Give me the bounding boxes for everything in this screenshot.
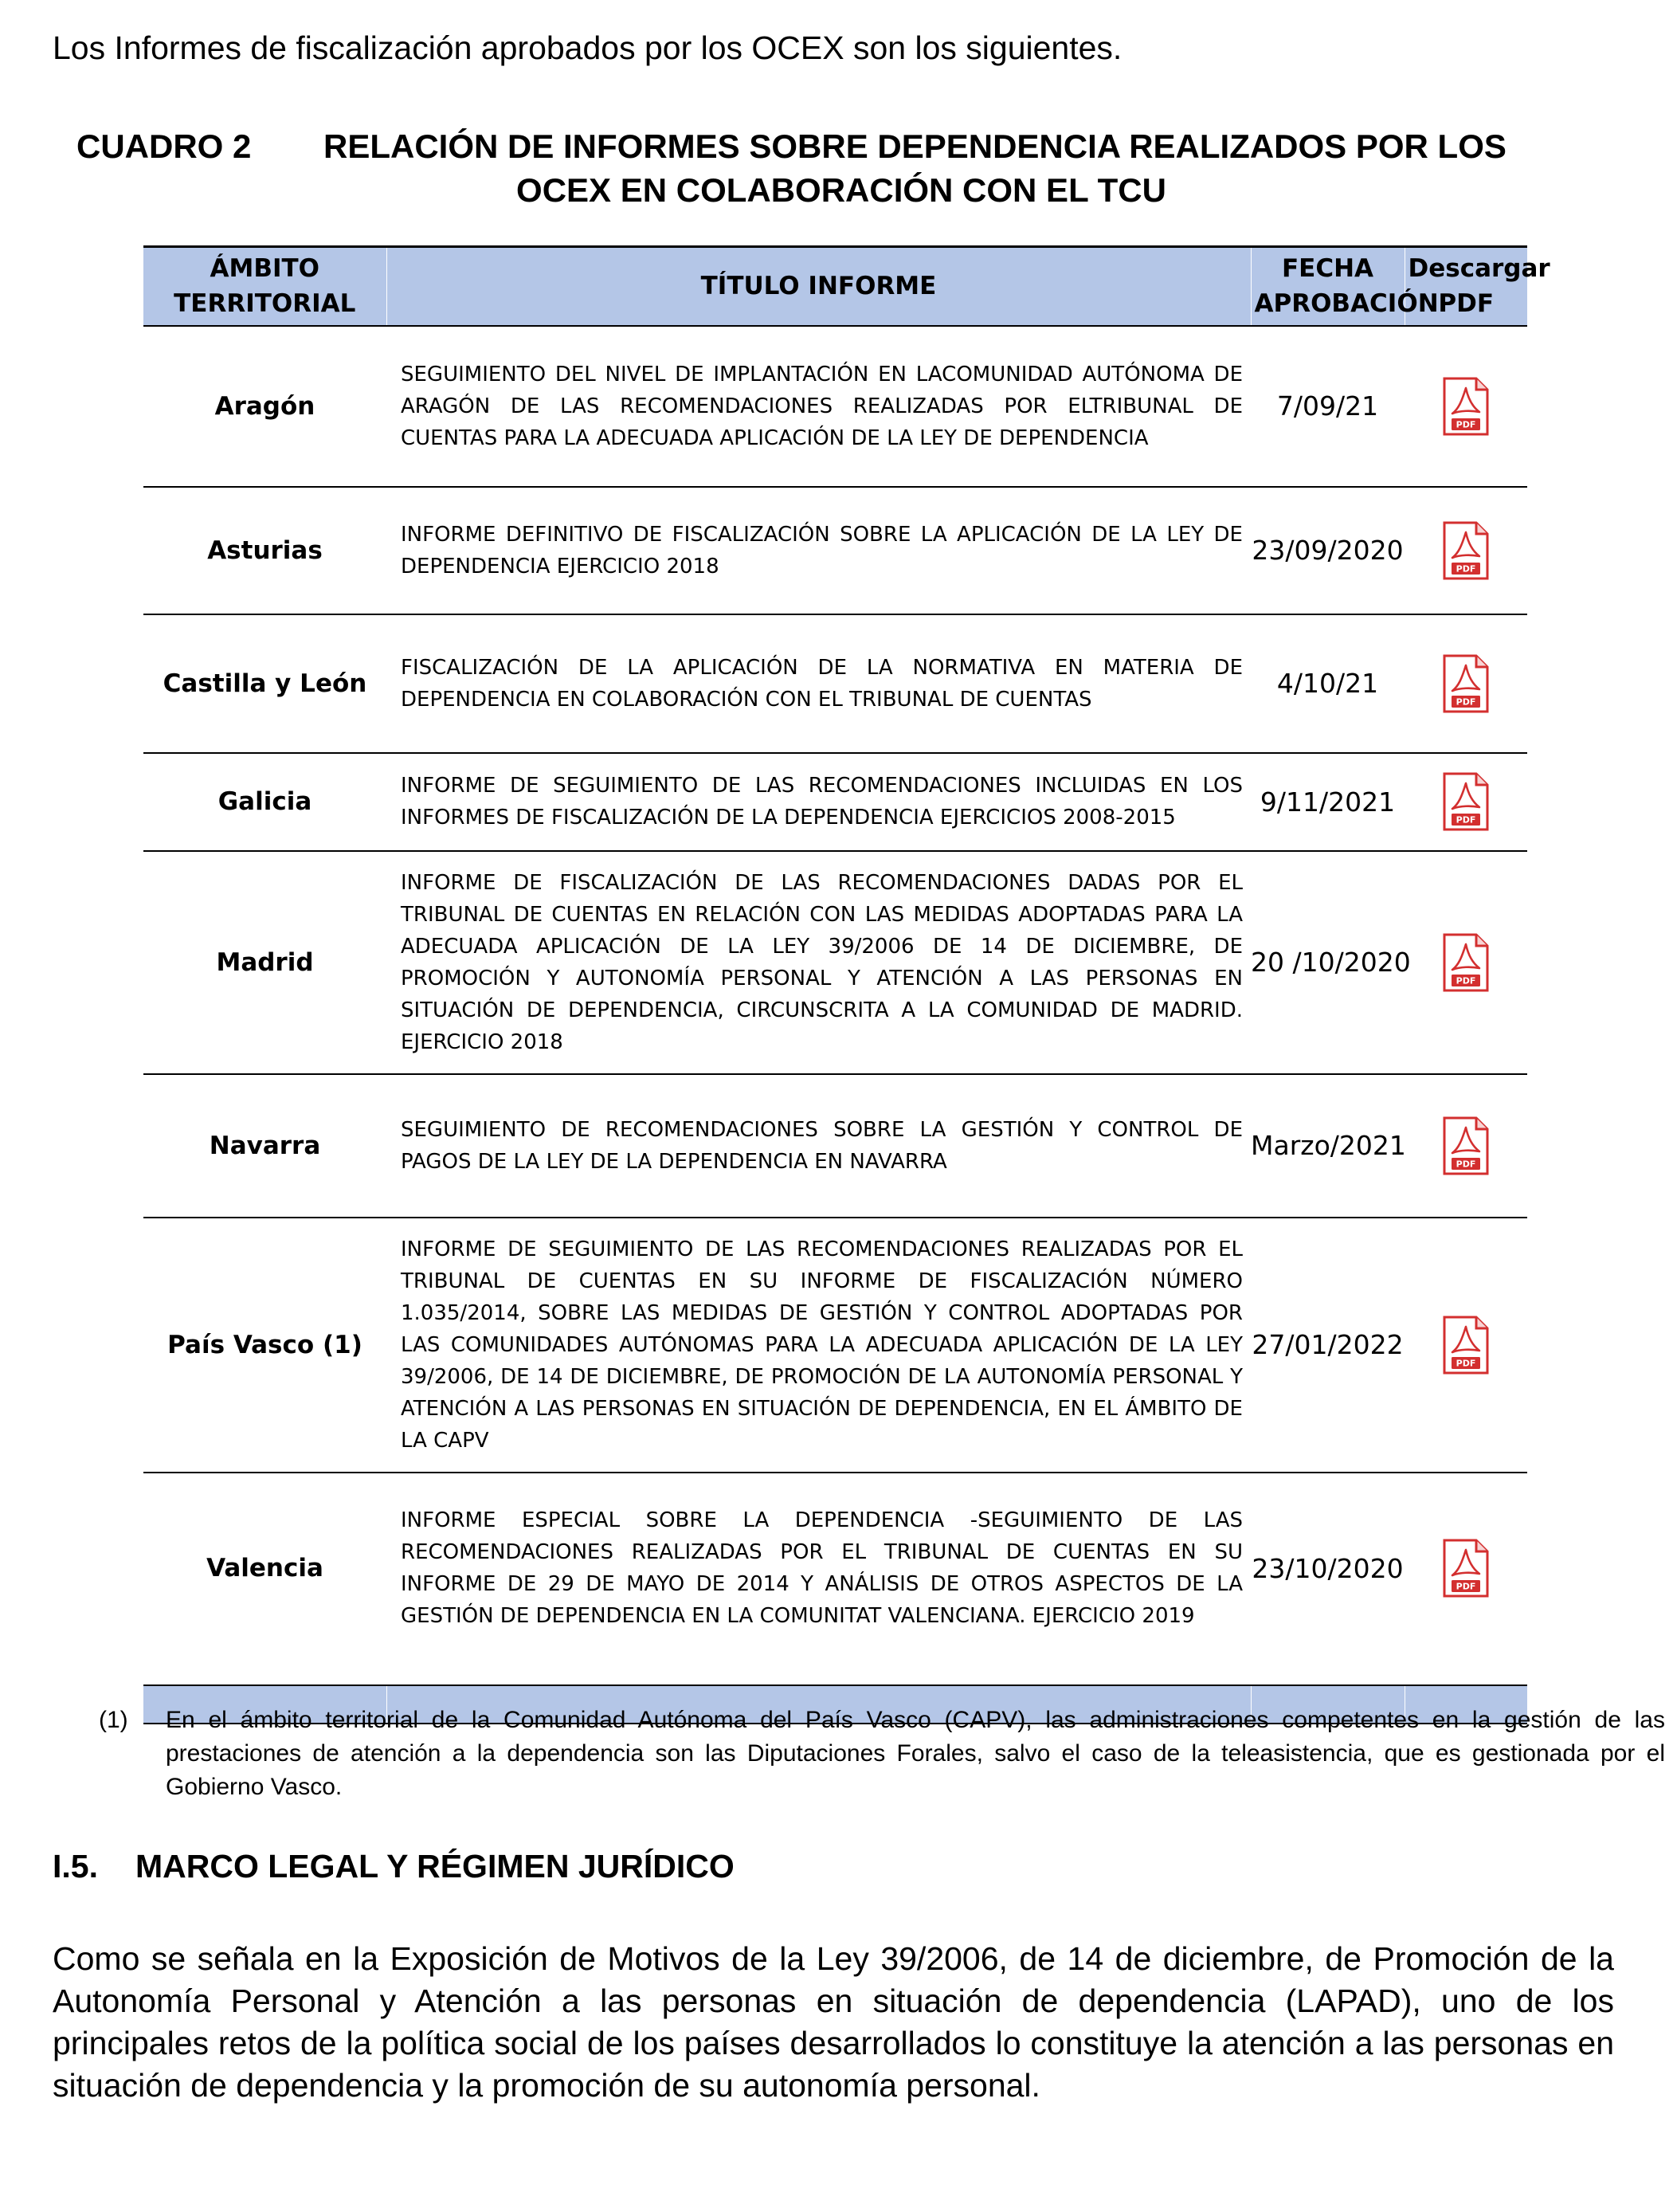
- title-cell: SEGUIMIENTO DEL NIVEL DE IMPLANTACIÓN EN LACOMUNIDAD AUTÓNOMA DE ARAGÓN DE LAS RECOMENDACIONES REALIZADAS POR ELTRIBUNAL DE CUENTAS PARA LA ADECUADA APLICACIÓN DE LA LEY DE DEPENDENCIA: [386, 326, 1251, 487]
- section-title-text: MARCO LEGAL Y RÉGIMEN JURÍDICO: [135, 1848, 735, 1885]
- download-cell: [1405, 326, 1527, 487]
- pdf-icon[interactable]: [1441, 1539, 1491, 1598]
- section-title: [53, 1845, 735, 1887]
- download-cell: [1405, 753, 1527, 851]
- download-cell: [1405, 851, 1527, 1074]
- title-cell: INFORME DE FISCALIZACIÓN DE LAS RECOMENDACIONES DADAS POR EL TRIBUNAL DE CUENTAS EN RELACIÓN CON LAS MEDIDAS ADOPTADAS PARA LA ADECUADA APLICACIÓN DE LA LEY 39/2006 DE 14 DE DICIEMBRE, DE PROMOCIÓN Y AUTONOMÍA PERSONAL Y ATENCIÓN A LAS PERSONAS EN SITUACIÓN DE DEPENDENCIA, CIRCUNSCRITA A LA COMUNIDAD DE MADRID. EJERCICIO 2018: [386, 851, 1251, 1074]
- pdf-icon-label: PDF: [1456, 563, 1476, 574]
- section-number: I.5.: [53, 1848, 98, 1885]
- region-cell: Valencia: [206, 1554, 323, 1583]
- header-ambito-line1: ÁMBITO: [210, 254, 319, 284]
- header-ambito: [143, 247, 386, 326]
- title-cell: INFORME DEFINITIVO DE FISCALIZACIÓN SOBRE LA APLICACIÓN DE LA LEY DE DEPENDENCIA EJERCICIO 2018: [386, 487, 1251, 614]
- intro-text: Los Informes de fiscalización aprobados por los OCEX son los siguientes.: [53, 29, 1123, 66]
- title-cell: INFORME DE SEGUIMIENTO DE LAS RECOMENDACIONES REALIZADAS POR EL TRIBUNAL DE CUENTAS EN SU INFORME DE FISCALIZACIÓN NÚMERO 1.035/2014, SOBRE LAS MEDIDAS DE GESTIÓN Y CONTROL ADOPTADAS POR LAS COMUNIDADES AUTÓNOMAS PARA LA ADECUADA APLICACIÓN DE LA LEY 39/2006, DE 14 DE DICIEMBRE, DE PROMOCIÓN DE LA AUTONOMÍA PERSONAL Y ATENCIÓN A LAS PERSONAS EN SITUACIÓN DE DEPENDENCIA, EN EL ÁMBITO DE LA CAPV: [386, 1218, 1251, 1473]
- region-cell: Asturias: [143, 487, 386, 614]
- pdf-icon-label: PDF: [1456, 975, 1476, 986]
- table-row: [143, 1074, 1527, 1218]
- download-cell: [1405, 1218, 1527, 1473]
- pdf-icon[interactable]: [1441, 1316, 1491, 1375]
- pdf-icon[interactable]: [1441, 772, 1491, 831]
- download-cell: [1405, 614, 1527, 753]
- pdf-icon[interactable]: [1441, 933, 1491, 992]
- title-cell: FISCALIZACIÓN DE LA APLICACIÓN DE LA NORMATIVA EN MATERIA DE DEPENDENCIA EN COLABORACIÓN CON EL TRIBUNAL DE CUENTAS: [386, 614, 1251, 753]
- pdf-icon[interactable]: [1441, 521, 1491, 580]
- table-header-row: [143, 247, 1527, 326]
- title-cell: INFORME DE SEGUIMIENTO DE LAS RECOMENDACIONES INCLUIDAS EN LOS INFORMES DE FISCALIZACIÓN DE LA DEPENDENCIA EJERCICIOS 2008-2015: [386, 753, 1251, 851]
- footnote-mark: (1): [99, 1707, 128, 1733]
- header-ambito-line2: TERRITORIAL: [174, 289, 356, 319]
- download-cell: [1405, 487, 1527, 614]
- pdf-icon[interactable]: [1441, 1116, 1491, 1175]
- table-row: [143, 1473, 1527, 1664]
- date-cell: 23/10/2020: [1252, 1552, 1404, 1584]
- date-cell: 20 /10/2020: [1251, 851, 1405, 1074]
- header-fecha: [1251, 247, 1439, 326]
- table-title-line1: RELACIÓN DE INFORMES SOBRE DEPENDENCIA REALIZADOS POR LOS: [323, 127, 1506, 165]
- pdf-icon-label: PDF: [1456, 1358, 1476, 1368]
- header-fecha-line2: APROBACIÓN: [1254, 289, 1439, 319]
- download-cell: [1405, 1473, 1527, 1664]
- footnote-text: En el ámbito territorial de la Comunidad Autónoma del País Vasco (CAPV), las administraciones competentes en la gestión de las prestaciones de atención a la dependencia son las Diputaciones Forales, salvo el caso de la teleasistencia, que es gestionada por el Gobierno Vasco.: [166, 1707, 1665, 1800]
- pdf-icon-label: PDF: [1456, 419, 1476, 429]
- region-cell: País Vasco (1): [143, 1218, 386, 1473]
- table-row: [143, 614, 1527, 753]
- date-cell: 9/11/2021: [1251, 753, 1405, 851]
- table-spacer: [143, 1664, 1527, 1685]
- header-descargar-line2: PDF: [1438, 289, 1495, 319]
- download-cell: [1405, 1074, 1527, 1218]
- table-row: [143, 487, 1527, 614]
- header-descargar-line1: Descargar: [1408, 254, 1550, 284]
- date-cell: 23/09/2020: [1251, 487, 1405, 614]
- header-titulo: TÍTULO INFORME: [386, 247, 1251, 326]
- date-cell: 27/01/2022: [1251, 1218, 1405, 1473]
- region-cell: Castilla y León: [143, 614, 386, 753]
- pdf-icon[interactable]: [1441, 377, 1491, 436]
- table-row: [143, 1218, 1527, 1473]
- pdf-icon-label: PDF: [1456, 1159, 1476, 1169]
- table-title-line2: OCEX EN COLABORACIÓN CON EL TCU: [516, 171, 1166, 209]
- header-fecha-line1: FECHA: [1281, 254, 1374, 284]
- date-cell: 4/10/21: [1251, 614, 1405, 753]
- pdf-icon-label: PDF: [1456, 1581, 1476, 1592]
- table-row: [143, 326, 1527, 487]
- region-cell: Aragón: [143, 326, 386, 487]
- reports-table: [143, 245, 1550, 1724]
- pdf-icon[interactable]: [1441, 654, 1491, 713]
- region-cell: Galicia: [143, 753, 386, 851]
- title-cell: SEGUIMIENTO DE RECOMENDACIONES SOBRE LA GESTIÓN Y CONTROL DE PAGOS DE LA LEY DE LA DEPENDENCIA EN NAVARRA: [386, 1074, 1251, 1218]
- table-row: [143, 753, 1527, 851]
- date-cell: 7/09/21: [1251, 326, 1405, 487]
- date-cell: Marzo/2021: [1251, 1074, 1405, 1218]
- title-cell: INFORME ESPECIAL SOBRE LA DEPENDENCIA -SEGUIMIENTO DE LAS RECOMENDACIONES REALIZADAS POR EL TRIBUNAL DE CUENTAS EN SU INFORME DE 29 DE MAYO DE 2014 Y ANÁLISIS DE OTROS ASPECTOS DE LA GESTIÓN DE DEPENDENCIA EN LA COMUNITAT VALENCIANA. EJERCICIO 2019: [401, 1508, 1243, 1628]
- body-paragraph: Como se señala en la Exposición de Motivos de la Ley 39/2006, de 14 de diciembre, de Promoción de la Autonomía Personal y Atención a las personas en situación de dependencia (LAPAD), uno de los principales retos de la política social de los países desarrollados lo constituye la atención a las personas en situación de dependencia y la promoción de su autonomía personal.: [53, 1940, 1614, 2104]
- region-cell: Navarra: [143, 1074, 386, 1218]
- table-row: [143, 851, 1527, 1074]
- region-cell: Madrid: [143, 851, 386, 1074]
- table-number: CUADRO 2: [76, 127, 252, 165]
- pdf-icon-label: PDF: [1456, 814, 1476, 826]
- pdf-icon-label: PDF: [1456, 696, 1476, 707]
